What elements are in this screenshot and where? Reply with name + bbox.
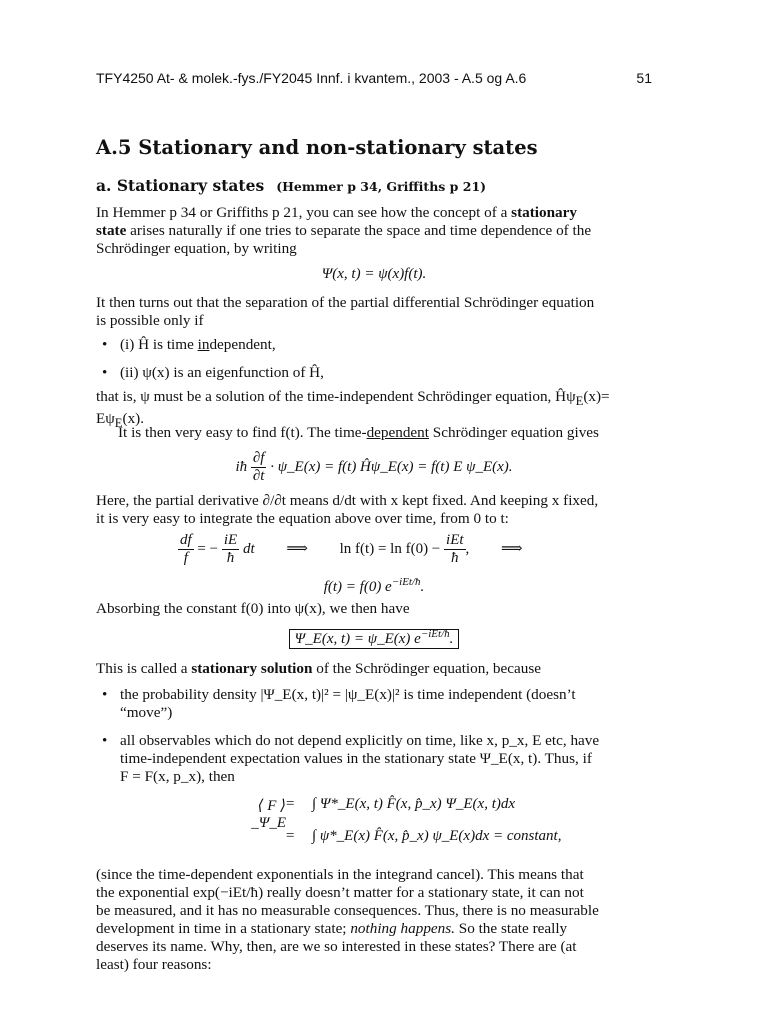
- bullet-icon: •: [102, 686, 108, 703]
- fraction-denominator: f: [183, 550, 188, 566]
- eq4-end: .: [420, 579, 425, 595]
- condition-2-text: (ii) ψ(x) is an eigenfunction of Ĥ,: [120, 364, 324, 381]
- section-title: A.5 Stationary and non-stationary states: [96, 136, 538, 159]
- subscript-e: E: [575, 394, 584, 409]
- condition-1-text-end: dependent,: [209, 336, 276, 353]
- eq5-end: .: [449, 631, 454, 647]
- solution-text-2: of the Schrödinger equation, because: [312, 660, 541, 677]
- bullet-icon: •: [102, 336, 108, 353]
- conclusion-text-3: be measured, and it has no measurable consequences. Thus, there is no measurable: [96, 902, 599, 919]
- conclusion-text-2: the exponential exp(−iEt/ħ) really doesn’t matter for a stationary state, it can not: [96, 884, 584, 901]
- probability-text-1: the probability density |Ψ_E(x, t)|² = |ψ_E(x)|² is time independent (doesn’t: [120, 686, 576, 703]
- intro-text-1: In Hemmer p 34 or Griffiths p 21, you can see how the concept of a: [96, 204, 512, 221]
- eigen-text-1: that is, ψ must be a solution of the time-independent Schrödinger equation, Ĥψ: [96, 388, 576, 405]
- fraction-numerator: df: [180, 532, 192, 548]
- eigen-text-1-end: (x)=: [583, 388, 610, 405]
- fraction-numerator: ∂f: [252, 450, 265, 466]
- fraction-numerator: iEt: [446, 532, 464, 548]
- eq3-dt: dt: [242, 540, 255, 557]
- implies-arrow: ⟹: [286, 540, 308, 557]
- boxed-equation: [289, 629, 460, 649]
- subsection-reference: (Hemmer p 34, Griffiths p 21): [276, 179, 487, 194]
- implies-arrow: ⟹: [501, 540, 523, 557]
- fraction-denominator: ħ: [451, 550, 459, 566]
- intro-text-2: arises naturally if one tries to separate the space and time dependence of the: [126, 222, 592, 239]
- equation-f-solution: [96, 576, 652, 596]
- subsection-title: a. Stationary states: [96, 176, 265, 195]
- equation-time-dependent: [96, 450, 652, 485]
- eq6-equals-2: =: [284, 828, 296, 844]
- eigen-text-2: Eψ: [96, 410, 115, 428]
- find-f-text-end: Schrödinger equation gives: [428, 424, 599, 441]
- eq6-equals-1: =: [284, 796, 296, 812]
- df-fraction: [178, 532, 194, 567]
- fraction-denominator: ∂t: [252, 468, 265, 484]
- eq3-log: ln f(t) = ln f(0) −: [339, 540, 441, 557]
- bullet-icon: •: [102, 364, 108, 381]
- solution-text-1: This is called a: [96, 660, 192, 677]
- eq5-main: Ψ_E(x, t) = ψ_E(x) e: [294, 631, 421, 647]
- paragraph-find-f: [118, 424, 652, 442]
- integrate-text-2: it is very easy to integrate the equation above over time, from 0 to t:: [96, 510, 509, 527]
- eq6-rhs-1: ∫ Ψ*_E(x, t) F̂(x, p̂_x) Ψ_E(x, t)dx: [312, 796, 516, 812]
- equation-integration: [178, 532, 578, 567]
- fraction-numerator: iE: [223, 532, 238, 548]
- equation-stationary-boxed: [96, 628, 652, 648]
- term-stationary: stationary: [511, 204, 577, 221]
- dependent-underline: dependent: [366, 424, 429, 441]
- paragraph-absorbing: Absorbing the constant f(0) into ψ(x), we then have: [96, 600, 410, 617]
- separation-text-2: is possible only if: [96, 312, 204, 329]
- eq4-main: f(t) = f(0) e: [323, 579, 392, 595]
- eq3-equals: = −: [197, 540, 219, 557]
- paragraph-separation: [96, 294, 652, 330]
- eq4-exponent: −iEt/ħ: [391, 576, 421, 588]
- observables-text-3: F = F(x, p_x), then: [120, 768, 235, 785]
- nothing-happens-italic: nothing happens.: [350, 920, 455, 937]
- paragraph-conclusion: [96, 866, 652, 974]
- equation-separation: Ψ(x, t) = ψ(x)f(t).: [321, 266, 427, 282]
- term-state: state: [96, 222, 127, 239]
- observables-text-1: all observables which do not depend explicitly on time, like x, p_x, E etc, have: [120, 732, 600, 749]
- subscript-e: E: [114, 416, 123, 431]
- page-number: 51: [636, 70, 652, 86]
- probability-text-2: “move”): [120, 704, 173, 721]
- paragraph-stationary-solution: [96, 660, 652, 678]
- conclusion-text-1: (since the time-dependent exponentials in the integrand cancel). This means that: [96, 866, 584, 883]
- condition-1-underline: in: [197, 336, 210, 353]
- intro-text-3: Schrödinger equation, by writing: [96, 240, 297, 257]
- conclusion-text-4-end: So the state really: [454, 920, 568, 937]
- fraction-denominator: ħ: [226, 550, 235, 566]
- conclusion-text-5: deserves its name. Why, then, are we so interested in these states? There are (at: [96, 938, 577, 955]
- observables-text-2: time-independent expectation values in the stationary state Ψ_E(x, t). Thus, if: [120, 750, 592, 767]
- list-item: [102, 336, 652, 354]
- conclusion-text-6: least) four reasons:: [96, 956, 212, 973]
- eq6-rhs-2: ∫ ψ*_E(x) F̂(x, p̂_x) ψ_E(x)dx = constant,: [312, 828, 562, 844]
- eq6-lhs: ⟨ F ⟩_Ψ_E: [251, 798, 286, 831]
- subsection-heading: [96, 176, 486, 195]
- eigen-text-2-end: (x).: [122, 410, 145, 428]
- bullet-icon: •: [102, 732, 108, 749]
- find-f-text: It is then very easy to find f(t). The time-: [118, 424, 367, 441]
- running-header: TFY4250 At- & molek.-fys./FY2045 Innf. i kvantem., 2003 - A.5 og A.6: [96, 70, 527, 86]
- list-item: [102, 364, 652, 382]
- ie-fraction: [222, 532, 239, 567]
- separation-text-1: It then turns out that the separation of the partial differential Schrödinger equation: [96, 294, 595, 311]
- iet-fraction: [444, 532, 466, 567]
- term-stationary-solution: stationary solution: [191, 660, 313, 677]
- paragraph-intro: [96, 204, 652, 258]
- eq2-lhs: iħ: [235, 458, 248, 475]
- eq2-rhs: · ψ_E(x) = f(t) Ĥψ_E(x) = f(t) E ψ_E(x).: [270, 458, 513, 475]
- eq3-comma: ,: [465, 540, 470, 557]
- integrate-text-1: Here, the partial derivative ∂/∂t means d/dt with x kept fixed. And keeping x fixed,: [96, 492, 599, 509]
- eq5-exponent: −iEt/ħ: [420, 628, 450, 640]
- paragraph-integrate: [96, 492, 652, 528]
- partial-fraction: [251, 450, 267, 485]
- list-item: [102, 686, 652, 722]
- conclusion-text-4: development in time in a stationary state;: [96, 920, 351, 937]
- list-item: [102, 732, 652, 786]
- condition-1-text: (i) Ĥ is time: [120, 336, 198, 353]
